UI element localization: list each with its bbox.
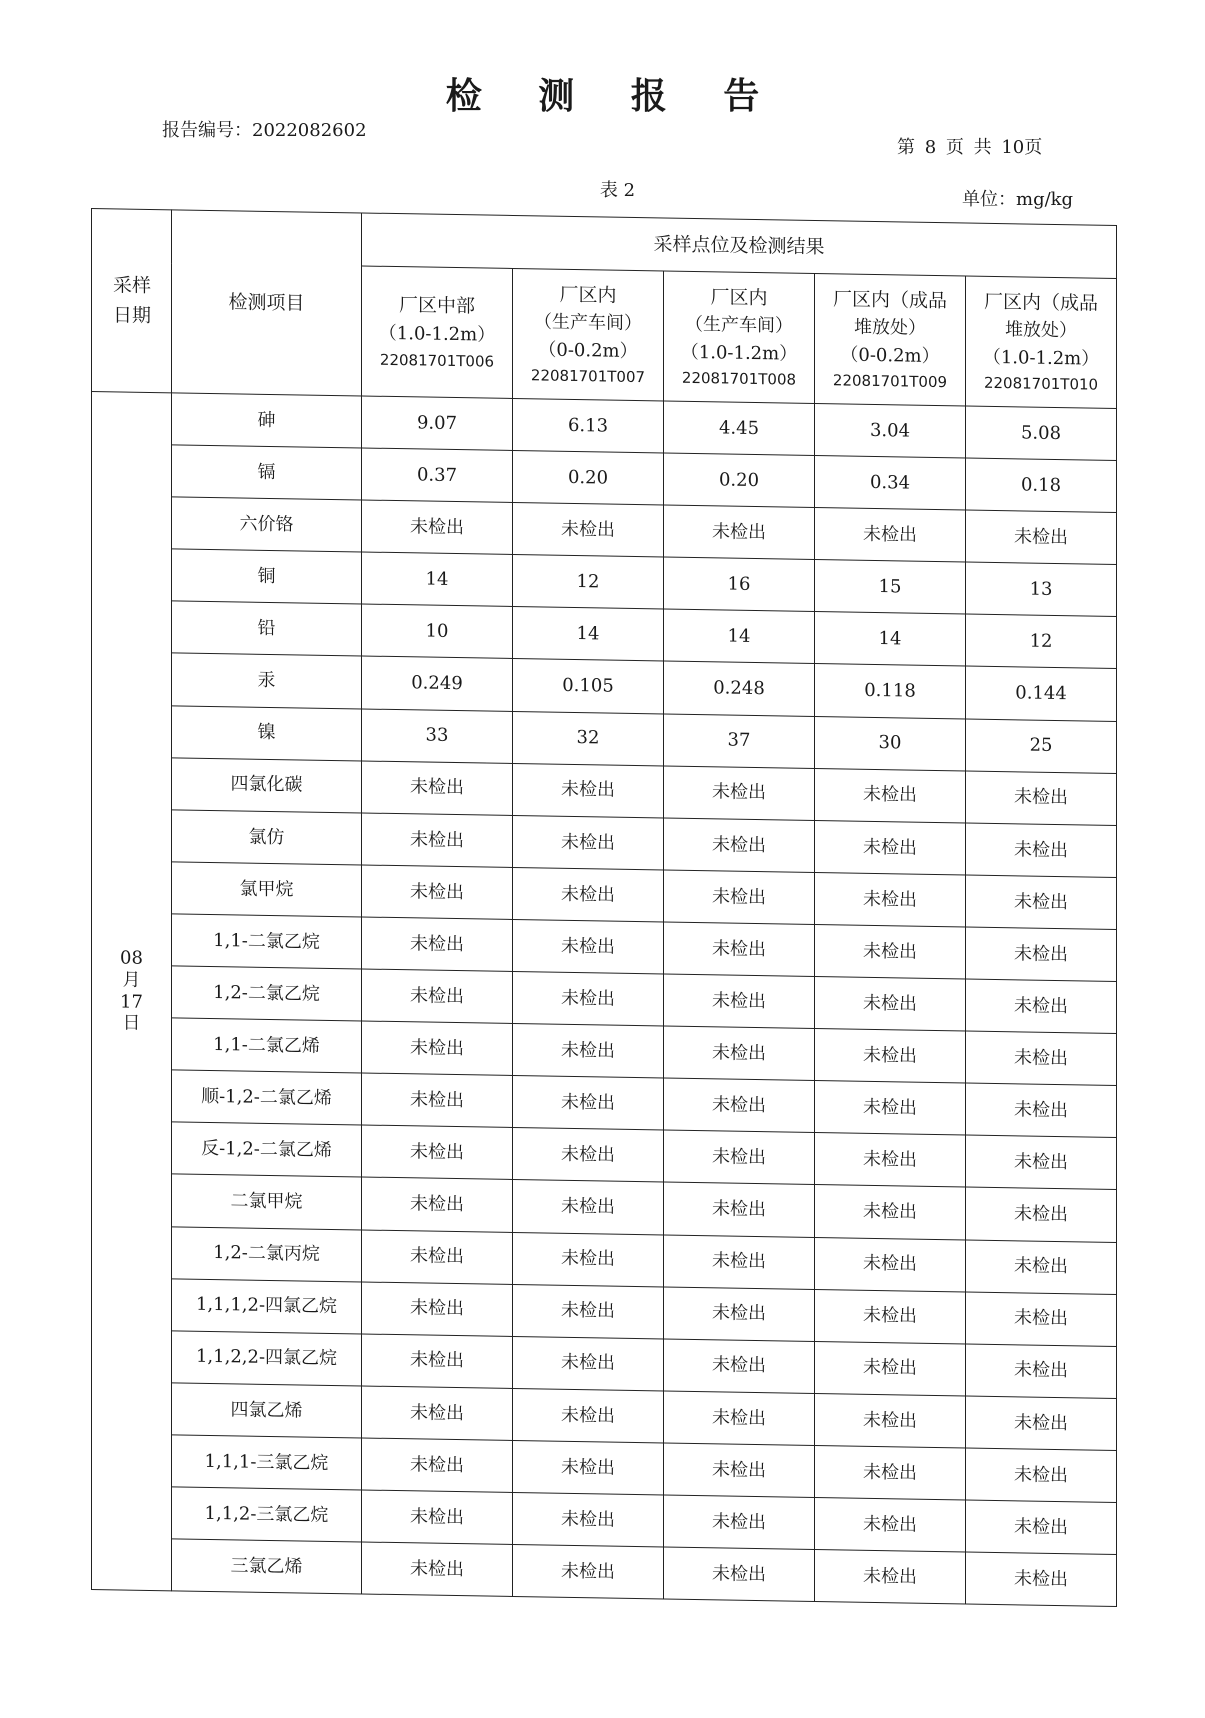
unit-label: 单位：mg/kg [962,189,1074,210]
col-group-header: 采样点位及检测结果 [362,213,1117,279]
result-value: 未检出 [362,1438,513,1493]
result-value: 12 [966,614,1117,669]
location-name: 厂区内（成品 [832,287,947,312]
sampling-date-part: 日 [122,1012,141,1034]
item-name: 四氯乙烯 [172,1383,362,1438]
table-name: 表 2 [599,180,636,201]
result-value: 未检出 [513,1180,664,1235]
item-name: 汞 [172,653,362,708]
report-number: 报告编号：2022082602 [162,120,367,141]
result-value: 未检出 [513,867,664,922]
location-depth: （生产车间） [685,314,793,337]
location-code2: 22081701T010 [983,374,1099,395]
location-code: （1.0-1.2m） [680,341,798,365]
result-value: 0.37 [362,448,513,503]
result-value: 未检出 [664,1391,815,1446]
result-value: 未检出 [664,922,815,977]
result-value: 未检出 [815,1393,966,1448]
sampling-date-part: 08 [120,947,143,970]
result-value: 5.08 [966,406,1117,461]
result-value: 未检出 [664,1443,815,1498]
result-value: 0.118 [815,664,966,719]
location-name: 厂区内 [559,283,617,307]
item-name: 镉 [172,445,362,500]
item-name: 1,1-二氯乙烯 [172,1018,362,1073]
result-value: 33 [362,709,513,764]
result-value: 未检出 [966,1083,1117,1138]
page-title: 检 测 报 告 [445,75,782,117]
result-value: 未检出 [966,927,1117,982]
result-value: 未检出 [362,969,513,1024]
result-value: 未检出 [664,1495,815,1550]
sampling-date-part: 17 [120,991,143,1013]
item-name: 氯仿 [172,810,362,865]
result-value: 0.20 [664,453,815,508]
location-header-1 [362,266,513,399]
item-name: 铜 [172,549,362,604]
result-value: 0.105 [513,659,664,714]
location-code2: 22081701T009 [832,371,948,392]
result-value: 未检出 [513,1440,664,1495]
result-value: 未检出 [513,1545,664,1600]
result-value: 未检出 [815,1550,966,1605]
item-name: 砷 [172,393,362,448]
item-name: 1,1,1-三氯乙烷 [172,1435,362,1490]
result-value: 未检出 [815,1237,966,1292]
result-value: 未检出 [362,1542,513,1597]
result-value: 未检出 [815,1081,966,1136]
result-value: 未检出 [966,1500,1117,1555]
result-value: 未检出 [966,875,1117,930]
result-value: 未检出 [513,1284,664,1339]
result-value: 0.18 [966,458,1117,513]
result-value: 未检出 [966,1240,1117,1295]
result-value: 未检出 [966,1187,1117,1242]
result-value: 未检出 [815,768,966,823]
location-name: 厂区中部 [398,294,475,318]
result-value: 未检出 [664,870,815,925]
result-value: 未检出 [664,818,815,873]
result-value: 未检出 [513,1076,664,1131]
sampling-date-part: 月 [122,969,141,991]
result-value: 未检出 [362,1490,513,1545]
result-value: 未检出 [513,1388,664,1443]
result-value: 未检出 [362,1386,513,1441]
location-code: （1.0-1.2m） [982,346,1100,370]
result-value: 未检出 [815,1497,966,1552]
result-value: 未检出 [513,972,664,1027]
result-value: 未检出 [362,1282,513,1337]
item-name: 二氯甲烷 [172,1174,362,1229]
result-value: 未检出 [815,924,966,979]
result-value: 未检出 [966,771,1117,826]
result-value: 12 [513,555,664,610]
item-name: 顺-1,2-二氯乙烯 [172,1070,362,1125]
result-value: 32 [513,711,664,766]
item-name: 1,1,2,2-四氯乙烷 [172,1331,362,1386]
result-value: 未检出 [513,815,664,870]
item-name: 镍 [172,705,362,760]
result-value: 未检出 [513,919,664,974]
item-name: 1,2-二氯乙烷 [172,966,362,1021]
page-number: 第 8 页 共 10页 [897,137,1043,158]
item-name: 1,2-二氯丙烷 [172,1226,362,1281]
result-value: 未检出 [513,763,664,818]
result-value: 未检出 [815,1341,966,1396]
result-value: 未检出 [362,761,513,816]
result-value: 未检出 [664,1339,815,1394]
result-value: 4.45 [664,401,815,456]
result-value: 14 [815,612,966,667]
result-value: 未检出 [815,872,966,927]
result-value: 未检出 [362,1334,513,1389]
result-value: 未检出 [664,1287,815,1342]
result-value: 未检出 [362,865,513,920]
result-value: 未检出 [362,813,513,868]
result-value: 未检出 [815,1029,966,1084]
location-name: 厂区内（成品 [984,290,1099,315]
result-value: 未检出 [362,1177,513,1232]
sampling-date [92,392,172,1591]
result-value: 9.07 [362,396,513,451]
result-value: 未检出 [362,917,513,972]
result-value: 未检出 [664,1234,815,1289]
result-value: 未检出 [664,1547,815,1602]
result-value: 未检出 [513,1024,664,1079]
result-value: 未检出 [966,510,1117,565]
item-name: 反-1,2-二氯乙烯 [172,1122,362,1177]
item-name: 1,1,1,2-四氯乙烷 [172,1278,362,1333]
result-value: 未检出 [362,1073,513,1128]
result-value: 未检出 [966,979,1117,1034]
result-value: 0.34 [815,456,966,511]
location-code: （0-0.2m） [538,339,638,362]
item-name: 1,1-二氯乙烷 [172,914,362,969]
item-name: 四氯化碳 [172,757,362,812]
location-header-2 [513,268,664,401]
result-value: 未检出 [966,1448,1117,1503]
item-name: 六价铬 [172,497,362,552]
result-value: 15 [815,560,966,615]
item-name: 氯甲烷 [172,862,362,917]
result-value: 未检出 [664,974,815,1029]
result-value: 0.144 [966,666,1117,721]
result-value: 未检出 [664,1182,815,1237]
result-value: 37 [664,714,815,769]
result-value: 未检出 [966,1031,1117,1086]
result-value: 未检出 [966,1135,1117,1190]
result-value: 未检出 [815,1289,966,1344]
result-value: 10 [362,604,513,659]
result-value: 0.20 [513,451,664,506]
result-value: 未检出 [966,823,1117,878]
result-value: 未检出 [664,1130,815,1185]
location-code2: 22081701T008 [681,369,797,390]
location-code2: 22081701T007 [530,366,646,387]
result-value: 13 [966,562,1117,617]
item-name: 1,1,2-三氯乙烷 [172,1487,362,1542]
result-value: 未检出 [362,1021,513,1076]
result-value: 未检出 [362,1229,513,1284]
result-value: 未检出 [966,1292,1117,1347]
location-header-3 [664,271,815,404]
result-value: 未检出 [815,977,966,1032]
result-value: 未检出 [513,1336,664,1391]
result-value: 未检出 [513,1492,664,1547]
col-date-header [92,209,172,393]
result-value: 未检出 [815,1133,966,1188]
result-value: 14 [664,609,815,664]
result-value: 未检出 [513,1128,664,1183]
result-value: 14 [513,607,664,662]
result-value: 未检出 [966,1344,1117,1399]
result-value: 6.13 [513,398,664,453]
col-date-label: 采样日期 [112,274,151,327]
result-value: 16 [664,557,815,612]
result-value: 未检出 [513,503,664,558]
result-value: 30 [815,716,966,771]
location-depth: （1.0-1.2m） [378,322,496,346]
result-value: 未检出 [815,1185,966,1240]
result-value: 未检出 [966,1396,1117,1451]
location-depth: 堆放处） [854,316,926,340]
result-value: 未检出 [664,1078,815,1133]
results-table [91,208,1117,1607]
location-code: 22081701T006 [379,350,495,371]
result-value: 未检出 [664,505,815,560]
result-value: 未检出 [815,1445,966,1500]
location-header-5 [966,276,1117,409]
result-value: 14 [362,552,513,607]
location-name: 厂区内 [710,285,768,309]
item-name: 三氯乙烯 [172,1539,362,1594]
item-name: 铅 [172,601,362,656]
location-depth: （生产车间） [534,311,642,335]
location-header-4 [815,273,966,406]
result-value: 3.04 [815,403,966,458]
location-code: （0-0.2m） [840,344,940,367]
result-value: 未检出 [664,766,815,821]
result-value: 0.249 [362,656,513,711]
result-value: 25 [966,719,1117,774]
result-value: 0.248 [664,661,815,716]
col-item-header: 检测项目 [172,210,362,396]
result-value: 未检出 [815,820,966,875]
result-value: 未检出 [513,1232,664,1287]
result-value: 未检出 [362,500,513,555]
result-value: 未检出 [815,508,966,563]
result-value: 未检出 [362,1125,513,1180]
result-value: 未检出 [664,1026,815,1081]
location-depth: 堆放处） [1005,319,1078,342]
result-value: 未检出 [966,1552,1117,1607]
